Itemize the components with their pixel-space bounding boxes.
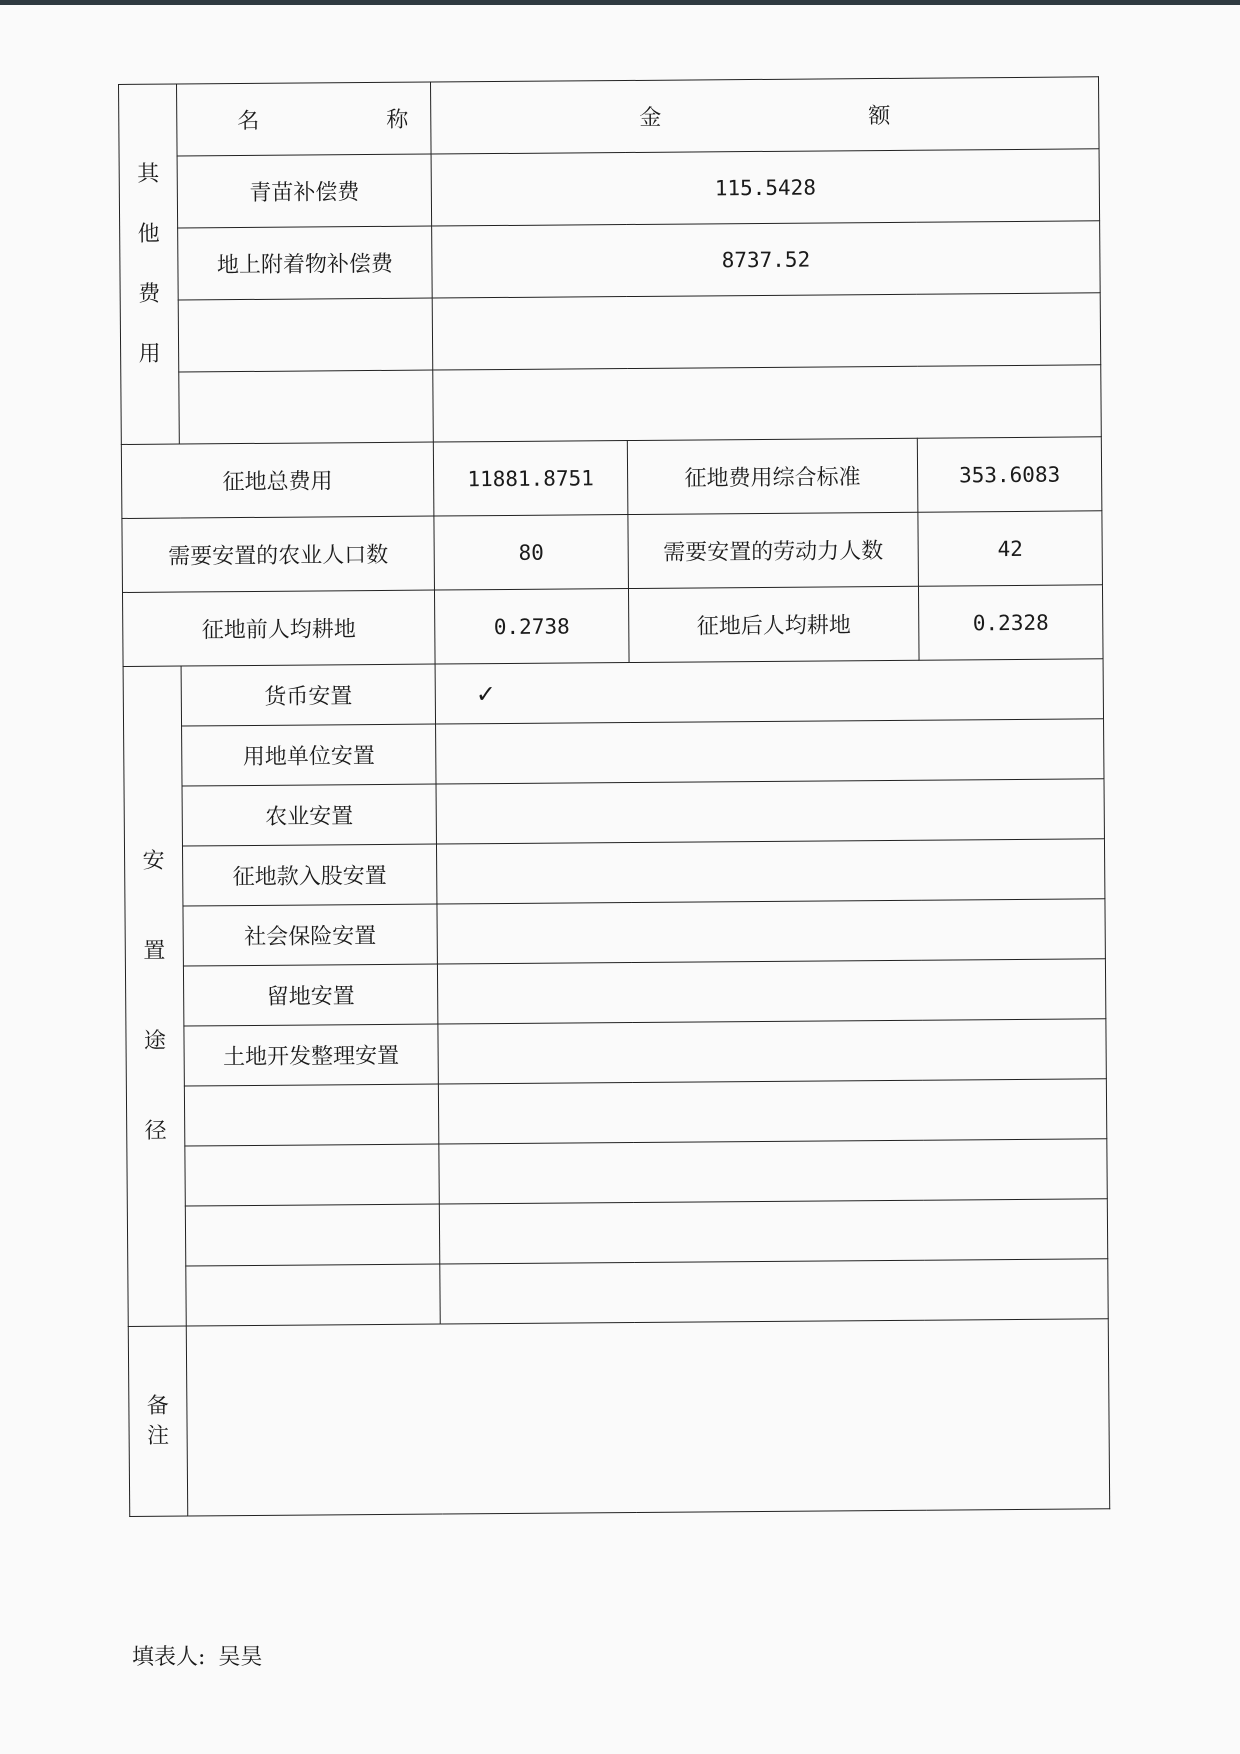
filler-name: 吴昊 [218, 1645, 263, 1670]
scan-edge-bar [0, 0, 1240, 5]
other-fee-row [119, 149, 1100, 229]
resettlement-row [126, 1079, 1106, 1147]
resettlement-row [128, 1259, 1108, 1327]
resettlement-name [185, 1144, 439, 1206]
header-name: 名 称 [177, 82, 432, 156]
resettlement-value [440, 1259, 1108, 1324]
resettlement-value [437, 959, 1105, 1024]
after-land-label: 征地后人均耕地 [628, 586, 919, 662]
resettlement-value [439, 1199, 1107, 1264]
total-cost-label: 征地总费用 [121, 442, 434, 518]
resettlement-name: 农业安置 [182, 784, 436, 846]
other-fees-section-label: 其 他 费 用 [119, 84, 180, 444]
other-fee-amount: 8737.52 [432, 221, 1101, 298]
resettlement-row [124, 719, 1104, 787]
other-fee-row [121, 365, 1102, 445]
other-fee-amount: 115.5428 [431, 149, 1100, 226]
compensation-form [118, 76, 1110, 1630]
resettlement-value [438, 1079, 1106, 1144]
other-fee-name [179, 370, 434, 444]
header-amount: 金 额 [430, 77, 1099, 154]
summary-row-total [121, 437, 1102, 519]
resettlement-value [436, 839, 1104, 904]
agri-pop-label: 需要安置的农业人口数 [122, 516, 435, 592]
other-fee-name: 地上附着物补偿费 [178, 226, 433, 300]
resettlement-name [184, 1084, 438, 1146]
standard-label: 征地费用综合标准 [627, 438, 918, 514]
resettlement-name: 货币安置 [181, 664, 435, 726]
resettlement-row [123, 659, 1103, 727]
before-land-value: 0.2738 [434, 589, 629, 665]
resettlement-row [124, 839, 1104, 907]
resettlement-section-label: 安 置 途 径 [123, 666, 186, 1326]
resettlement-name: 用地单位安置 [182, 724, 436, 786]
resettlement-row [127, 1139, 1107, 1207]
summary-row-population [122, 511, 1103, 593]
other-fee-name [178, 298, 433, 372]
form-footer [132, 1640, 268, 1671]
other-fee-name: 青苗补偿费 [177, 154, 432, 228]
labor-label: 需要安置的劳动力人数 [628, 512, 919, 588]
resettlement-name: 社会保险安置 [183, 904, 437, 966]
after-land-value: 0.2328 [918, 585, 1103, 660]
other-fee-row [120, 293, 1101, 373]
other-fee-amount [433, 365, 1102, 442]
other-fee-row [120, 221, 1101, 301]
resettlement-value [439, 1139, 1107, 1204]
resettlement-name [186, 1264, 440, 1326]
remarks-label: 备 注 [128, 1326, 187, 1516]
resettlement-row [124, 779, 1104, 847]
labor-value: 42 [918, 511, 1103, 586]
filler-label: 填表人: [132, 1645, 206, 1670]
resettlement-row [126, 1019, 1106, 1087]
resettlement-name: 土地开发整理安置 [184, 1024, 438, 1086]
remarks-row [128, 1319, 1109, 1517]
form-table [118, 76, 1110, 1517]
before-land-label: 征地前人均耕地 [122, 590, 435, 666]
resettlement-name: 留地安置 [183, 964, 437, 1026]
resettlement-value [438, 1019, 1106, 1084]
agri-pop-value: 80 [434, 515, 629, 591]
resettlement-name: 征地款入股安置 [182, 844, 436, 906]
resettlement-value [437, 899, 1105, 964]
resettlement-row [127, 1199, 1107, 1267]
remarks-value [186, 1319, 1109, 1516]
resettlement-value [436, 779, 1104, 844]
summary-row-land [122, 585, 1103, 667]
total-cost-value: 11881.8751 [433, 441, 628, 517]
resettlement-name [185, 1204, 439, 1266]
resettlement-row [125, 959, 1105, 1027]
resettlement-value [436, 719, 1104, 784]
other-fee-amount [432, 293, 1101, 370]
resettlement-row [125, 899, 1105, 967]
resettlement-checkmark: ✓ [435, 659, 1103, 724]
standard-value: 353.6083 [917, 437, 1102, 512]
other-fees-header-row [119, 77, 1100, 157]
